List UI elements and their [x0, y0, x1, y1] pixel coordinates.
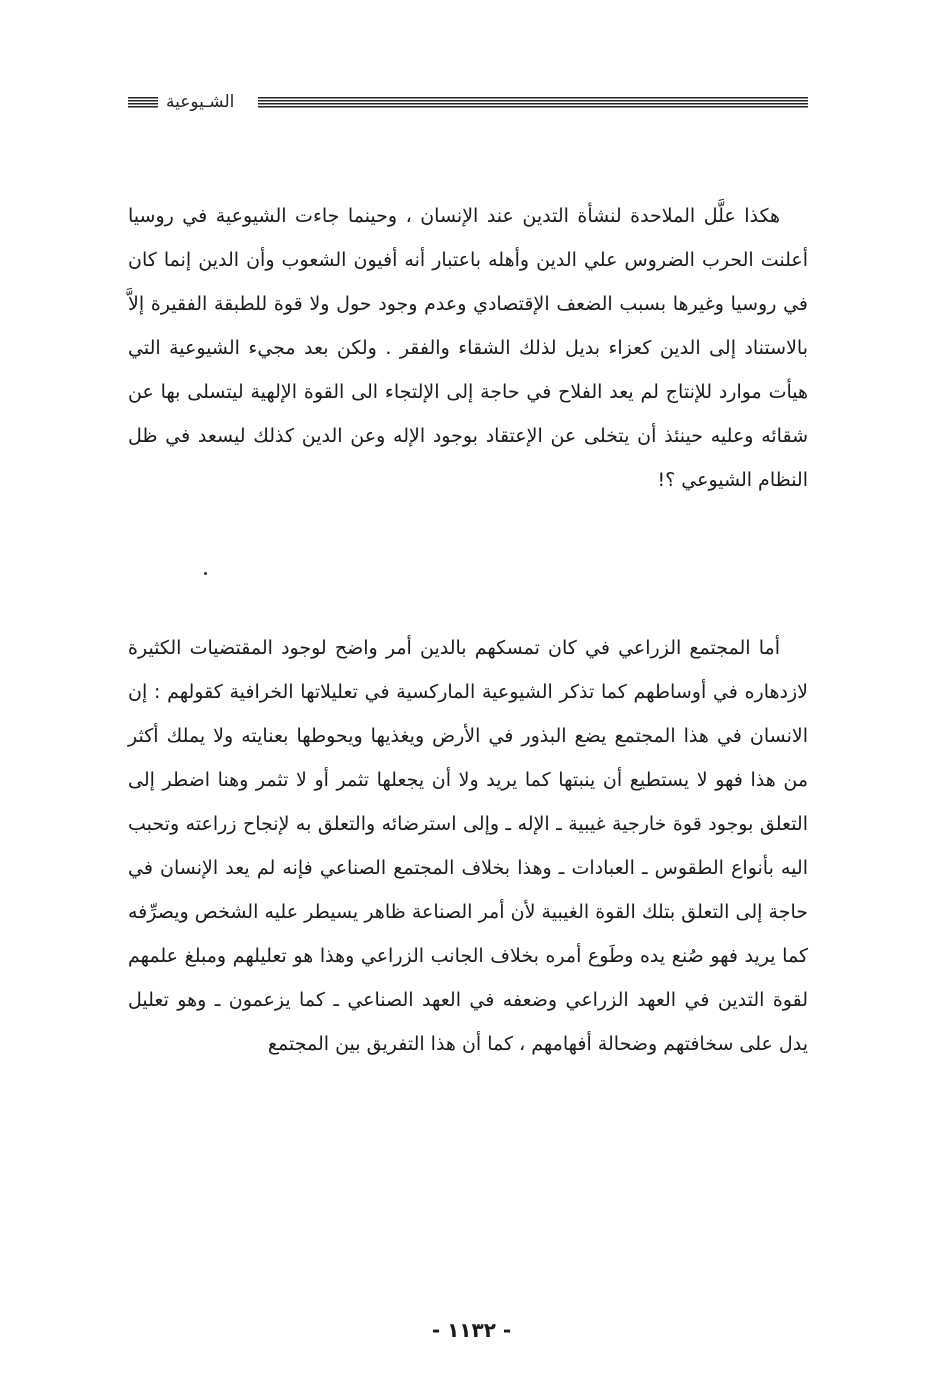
- header-rule-right: [258, 97, 808, 109]
- page-number: - ١١٣٢ -: [431, 1318, 512, 1342]
- running-header: [128, 90, 808, 114]
- paragraph-1: هكذا علَّل الملاحدة لنشأة التدين عند الإنسان ، وحينما جاءت الشيوعية في روسيا أعلنت الحرب الضروس علي الدين وأهله باعتبار أنه أفيون الشعوب وأن الدين إنما كان في روسيا وغيرها بسبب الضعف الإقتصادي وعدم وجود حول ولا قوة للطبقة الفقيرة إلاَّ بالاستناد إلى الدين كعزاء بديل لذلك الشقاء والفقر . ولكن بعد مجيء الشيوعية التي هيأت موارد للإنتاج لم يعد الفلاح في حاجة إلى الإلتجاء الى القوة الإلهية ليتسلى بها عن شقائه وعليه حينئذ أن يتخلى عن الإعتقاد بوجود الإله وعن الدين كذلك ليسعد في ظل النظام الشيوعي ؟!: [128, 205, 808, 491]
- header-rule-left: [128, 97, 158, 109]
- paragraph-2: أما المجتمع الزراعي في كان تمسكهم بالدين أمر واضح لوجود المقتضيات الكثيرة لازدهاره في أوساطهم كما تذكر الشيوعية الماركسية في تعليلاتها الخرافية كقولهم : إن الانسان في هذا المجتمع يضع البذور في الأرض ويغذيها ويحوطها بعنايته ولا يملك أكثر من هذا فهو لا يستطيع أن ينبتها كما يريد ولا أن يجعلها تثمر أو لا تثمر وهنا اضطر إلى التعلق بوجود قوة خارجية غيبية ـ الإله ـ وإلى استرضائه والتعلق به لإنجاح زراعته وتحبب اليه بأنواع الطقوس ـ العبادات ـ وهذا بخلاف المجتمع الصناعي فإنه لم يعد الإنسان في حاجة إلى التعلق بتلك القوة الغيبية لأن أمر الصناعة ظاهر يسيطر عليه الشخص ويصرِّفه كما يريد فهو صُنع يده وطَوع أمره بخلاف الجانب الزراعي وهذا هو تعليلهم ومبلغ علمهم لقوة التدين في العهد الزراعي وضعفه في العهد الصناعي ـ كما يزعمون ـ وهو تعليل يدل على سخافتهم وضحالة أفهامهم ، كما أن هذا التفريق بين المجتمع: [128, 637, 808, 1055]
- header-title: الشـيوعية: [166, 92, 235, 112]
- print-speck: [204, 572, 207, 575]
